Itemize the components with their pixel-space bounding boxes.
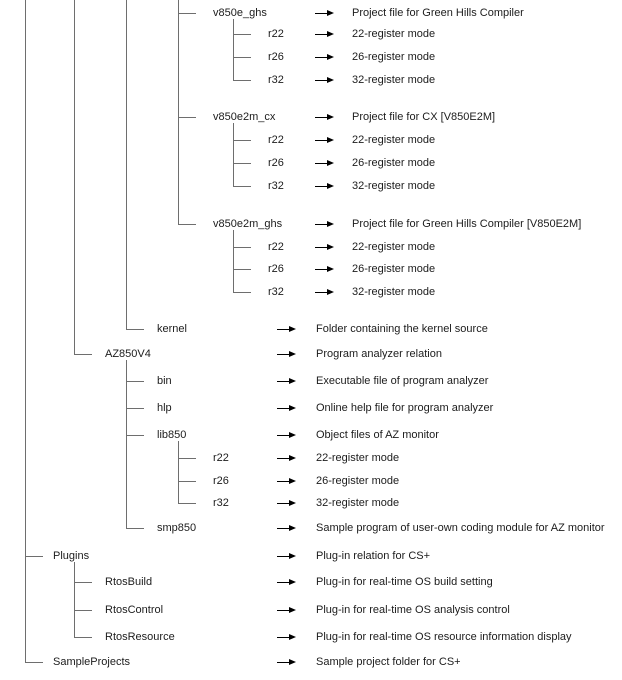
arrow-head: [289, 579, 296, 585]
right-arrow-icon: [315, 31, 334, 38]
right-arrow-icon: [315, 183, 334, 190]
right-arrow-icon: [315, 77, 334, 84]
arrow-head: [327, 54, 334, 60]
right-arrow-icon: [315, 54, 334, 61]
right-arrow-icon: [315, 10, 334, 17]
arrow-head: [327, 114, 334, 120]
right-arrow-icon: [315, 221, 334, 228]
tree-node-label-r32: r32: [268, 180, 284, 192]
tree-node-label-rtosbuild: RtosBuild: [105, 576, 153, 588]
tree-node-desc-v850e2m-ghs: Project file for Green Hills Compiler [V850E2M]: [352, 218, 582, 230]
arrow-head: [289, 455, 296, 461]
tree-node-label-rtosresource: RtosResource: [105, 631, 175, 643]
right-arrow-icon: [277, 634, 296, 641]
right-arrow-icon: [315, 289, 334, 296]
right-arrow-icon: [277, 351, 296, 358]
right-arrow-icon: [315, 137, 334, 144]
right-arrow-icon: [277, 659, 296, 666]
tree-connector-tick: [126, 329, 144, 330]
tree-connector-tick: [178, 458, 196, 459]
right-arrow-icon: [277, 378, 296, 385]
tree-connector-vline: [74, 562, 75, 638]
tree-connector-tick: [233, 247, 251, 248]
tree-node-desc-smp850: Sample program of user-own coding module for AZ monitor: [316, 522, 605, 534]
tree-connector-tick: [233, 269, 251, 270]
tree-connector-tick: [233, 292, 251, 293]
tree-connector-tick: [126, 408, 144, 409]
tree-connector-tick: [74, 610, 92, 611]
tree-node-desc-r22: 22-register mode: [352, 134, 436, 146]
tree-node-label-r26: r26: [213, 475, 229, 487]
right-arrow-icon: [277, 500, 296, 507]
tree-connector-vline: [126, 360, 127, 529]
arrow-head: [289, 351, 296, 357]
right-arrow-icon: [277, 432, 296, 439]
tree-connector-tick: [178, 224, 196, 225]
right-arrow-icon: [315, 114, 334, 121]
tree-connector-tick: [178, 13, 196, 14]
tree-node-desc-r22: 22-register mode: [352, 28, 436, 40]
arrow-head: [289, 478, 296, 484]
arrow-head: [289, 553, 296, 559]
arrow-head: [327, 137, 334, 143]
tree-connector-tick: [25, 556, 43, 557]
right-arrow-icon: [277, 455, 296, 462]
tree-node-desc-v850e2m-cx: Project file for CX [V850E2M]: [352, 111, 496, 123]
tree-node-desc-r26: 26-register mode: [352, 157, 436, 169]
tree-node-label-az850v4: AZ850V4: [105, 348, 151, 360]
tree-node-label-v850e2m-ghs: v850e2m_ghs: [213, 218, 283, 230]
tree-node-desc-v850e-ghs: Project file for Green Hills Compiler: [352, 7, 524, 19]
tree-connector-vline: [126, 0, 127, 330]
tree-connector-vline: [25, 0, 26, 663]
right-arrow-icon: [277, 326, 296, 333]
tree-connector-tick: [233, 186, 251, 187]
tree-node-label-r22: r22: [268, 28, 284, 40]
tree-node-label-bin: bin: [157, 375, 172, 387]
arrow-head: [289, 659, 296, 665]
tree-node-label-kernel: kernel: [157, 323, 187, 335]
tree-connector-tick: [74, 637, 92, 638]
right-arrow-icon: [277, 579, 296, 586]
arrow-head: [327, 77, 334, 83]
tree-node-label-r22: r22: [213, 452, 229, 464]
tree-node-label-v850e-ghs: v850e_ghs: [213, 7, 267, 19]
tree-connector-tick: [233, 57, 251, 58]
tree-node-label-r26: r26: [268, 157, 284, 169]
tree-node-desc-az850v4: Program analyzer relation: [316, 348, 442, 360]
tree-node-label-sampleprojects: SampleProjects: [53, 656, 131, 668]
tree-node-label-hlp: hlp: [157, 402, 172, 414]
arrow-head: [289, 500, 296, 506]
arrow-head: [327, 31, 334, 37]
tree-connector-tick: [233, 140, 251, 141]
tree-node-desc-kernel: Folder containing the kernel source: [316, 323, 488, 335]
tree-node-label-r26: r26: [268, 51, 284, 63]
tree-node-desc-hlp: Online help file for program analyzer: [316, 402, 494, 414]
arrow-head: [327, 221, 334, 227]
tree-node-desc-lib850: Object files of AZ monitor: [316, 429, 439, 441]
right-arrow-icon: [277, 607, 296, 614]
tree-connector-tick: [233, 34, 251, 35]
tree-connector-tick: [126, 381, 144, 382]
right-arrow-icon: [315, 244, 334, 251]
tree-node-desc-r22: 22-register mode: [352, 241, 436, 253]
arrow-head: [289, 607, 296, 613]
tree-node-desc-r22: 22-register mode: [316, 452, 400, 464]
arrow-head: [327, 10, 334, 16]
tree-connector-tick: [74, 354, 92, 355]
arrow-head: [289, 405, 296, 411]
tree-connector-tick: [233, 163, 251, 164]
arrow-head: [289, 326, 296, 332]
tree-node-label-r22: r22: [268, 241, 284, 253]
tree-connector-vline: [233, 123, 234, 187]
tree-connector-tick: [126, 435, 144, 436]
arrow-head: [289, 634, 296, 640]
arrow-head: [327, 289, 334, 295]
right-arrow-icon: [277, 525, 296, 532]
tree-node-label-lib850: lib850: [157, 429, 187, 441]
tree-connector-tick: [74, 582, 92, 583]
arrow-head: [327, 244, 334, 250]
tree-connector-tick: [178, 503, 196, 504]
tree-node-desc-r32: 32-register mode: [352, 74, 436, 86]
tree-connector-vline: [178, 441, 179, 504]
arrow-head: [289, 432, 296, 438]
right-arrow-icon: [277, 405, 296, 412]
tree-node-desc-sampleprojects: Sample project folder for CS+: [316, 656, 461, 668]
tree-node-label-r32: r32: [213, 497, 229, 509]
tree-connector-tick: [178, 117, 196, 118]
tree-connector-vline: [233, 230, 234, 293]
tree-node-label-r22: r22: [268, 134, 284, 146]
tree-node-desc-r26: 26-register mode: [352, 263, 436, 275]
tree-node-label-rtoscontrol: RtosControl: [105, 604, 164, 616]
tree-connector-vline: [74, 0, 75, 355]
tree-node-desc-rtosresource: Plug-in for real-time OS resource information display: [316, 631, 572, 643]
right-arrow-icon: [277, 553, 296, 560]
tree-connector-vline: [233, 19, 234, 81]
tree-connector-tick: [25, 662, 43, 663]
arrow-head: [327, 183, 334, 189]
tree-node-label-r32: r32: [268, 286, 284, 298]
arrow-head: [289, 378, 296, 384]
arrow-head: [327, 266, 334, 272]
tree-node-desc-bin: Executable file of program analyzer: [316, 375, 489, 387]
tree-node-desc-plugins: Plug-in relation for CS+: [316, 550, 431, 562]
tree-node-label-r32: r32: [268, 74, 284, 86]
tree-node-desc-r32: 32-register mode: [316, 497, 400, 509]
arrow-head: [289, 525, 296, 531]
tree-node-label-v850e2m-cx: v850e2m_cx: [213, 111, 276, 123]
arrow-head: [327, 160, 334, 166]
right-arrow-icon: [315, 160, 334, 167]
tree-node-label-r26: r26: [268, 263, 284, 275]
tree-connector-tick: [126, 528, 144, 529]
tree-connector-vline: [178, 0, 179, 225]
right-arrow-icon: [315, 266, 334, 273]
tree-node-desc-rtoscontrol: Plug-in for real-time OS analysis control: [316, 604, 510, 616]
tree-connector-tick: [233, 80, 251, 81]
tree-node-desc-r32: 32-register mode: [352, 180, 436, 192]
tree-node-desc-r32: 32-register mode: [352, 286, 436, 298]
tree-node-label-smp850: smp850: [157, 522, 197, 534]
tree-node-label-plugins: Plugins: [53, 550, 90, 562]
tree-node-desc-rtosbuild: Plug-in for real-time OS build setting: [316, 576, 493, 588]
tree-node-desc-r26: 26-register mode: [352, 51, 436, 63]
right-arrow-icon: [277, 478, 296, 485]
tree-connector-tick: [178, 481, 196, 482]
tree-node-desc-r26: 26-register mode: [316, 475, 400, 487]
